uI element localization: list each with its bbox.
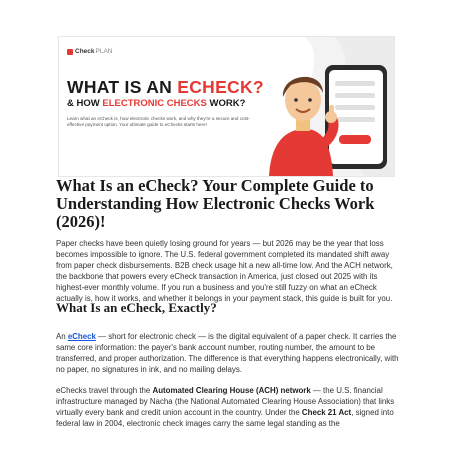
hero-subtitle-part1: & HOW (67, 98, 103, 109)
article-title: What Is an eCheck? Your Complete Guide to Understanding How Electronic Checks Work (2026)! (56, 176, 375, 231)
check21-bold: Check 21 Act (301, 408, 352, 417)
echeck-link[interactable]: eCheck (67, 332, 96, 341)
p3-prefix: eChecks travel through the (56, 386, 153, 395)
p3-mid: — the U.S. financial infrastructure managed by Nacha (the National Automated Clearing House Association) that links virtually every bank and credit union account in the country. Under the (56, 386, 395, 417)
logo-plan-text: PLAN (95, 48, 113, 55)
hero-subtitle-accent: ELECTRONIC CHECKS (102, 98, 207, 109)
hero-subtitle (67, 98, 245, 109)
logo-icon (67, 49, 73, 55)
intro-paragraph: Paper checks have been quietly losing ground for years — but 2026 may be the year that loss becomes impossible to ignore. The U.S. federal government completed its mandated shift away from paper check disbursements. B2B check usage hit a new all-time low. And the ACH network, the backbone that powers every eCheck transaction in America, just closed out 2025 with its highest-ever monthly volume. If you run a business and you're still fuzzy on what an eCheck actually is, how it works, and whether it belongs in your payment stack, this guide is built for you. (56, 239, 393, 303)
hero-title (67, 77, 264, 98)
logo-check-text: Check (75, 48, 95, 55)
hero-description: Learn what an eCheck is, how electronic checks work, and why they're a secure and cost-effective payment option. Your ultimate guide to eChecks starts here! (67, 116, 250, 128)
person-with-phone-illustration (265, 45, 391, 176)
echeck-definition-paragraph (56, 331, 403, 375)
p2-prefix: An (56, 332, 68, 341)
p3-end: , signed into federal law in 2004, electronic check images carry the same legal standing as the (56, 408, 394, 428)
p2-rest: — short for electronic check — is the digital equivalent of a paper check. It carries the same core information: the payer's bank account number, routing number, the amount to be transferred, and proper authorization. The difference is that everything happens electronically, with no paper, no signatures in ink, and no mailing delays. (56, 332, 399, 374)
checkplan-logo (67, 48, 113, 55)
hero-subtitle-part2: WORK? (206, 98, 246, 109)
hero-title-accent: ECHECK? (177, 77, 264, 97)
section-heading: What Is an eCheck, Exactly? (56, 300, 217, 315)
hero-title-main: WHAT IS AN (67, 77, 178, 97)
ach-paragraph (56, 385, 403, 429)
ach-network-bold: Automated Clearing House (ACH) network (152, 386, 311, 395)
hero-banner (58, 36, 395, 177)
